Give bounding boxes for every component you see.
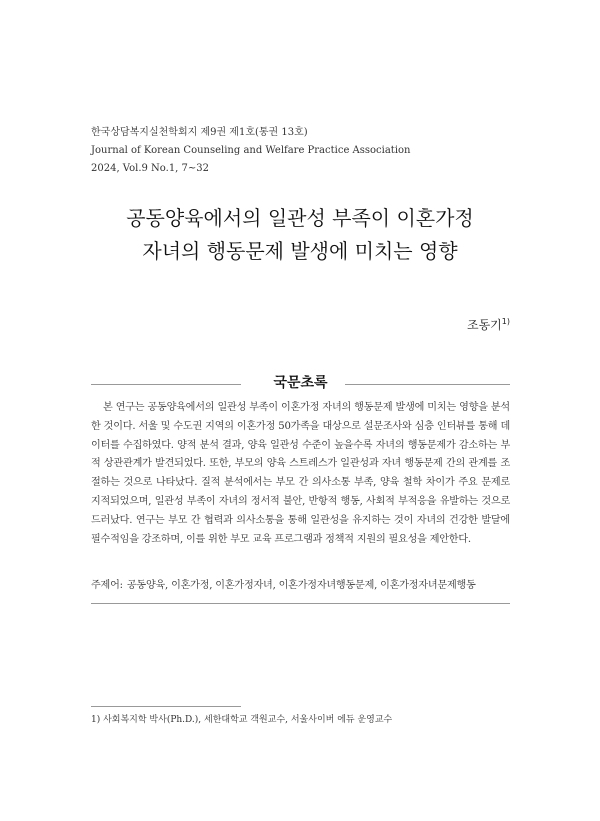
paper-title [0,202,600,268]
abstract-heading [91,372,510,396]
paper-title-line-2: 자녀의 행동문제 발생에 미치는 영향 [142,239,458,263]
keywords [91,576,510,591]
author-name: 조동기 [467,318,502,332]
journal-issue: 한국상담복지실천학회지 제9권 제1호(통권 13호) [91,127,308,138]
paper-title-line-1: 공동양육에서의 일관성 부족이 이혼가정 [126,206,474,230]
journal-english-name: Journal of Korean Counseling and Welfare Practice Association [91,145,411,156]
keywords-list: 공동양육, 이혼가정, 이혼가정자녀, 이혼가정자녀행동문제, 이혼가정자녀문제행동 [126,580,476,591]
keywords-label: 주제어: [91,580,123,591]
abstract-divider [91,603,510,604]
abstract-heading-rule-right [345,384,510,385]
abstract-heading-label: 국문초록 [273,375,328,391]
journal-info [91,124,410,178]
journal-volume: 2024, Vol.9 No.1, 7~32 [91,163,210,174]
author [467,316,510,333]
footnote-divider [91,706,241,707]
footnote: 1) 사회복지학 박사(Ph.D.), 세한대학교 객원교수, 서울사이버 에듀 운영교수 [91,715,393,725]
author-footnote-mark: 1) [501,317,510,326]
abstract-body: 본 연구는 공동양육에서의 일관성 부족이 이혼가정 자녀의 행동문제 발생에 미치는 영향을 분석한 것이다. 서울 및 수도권 지역의 이혼가정 50가족을 대상으로 설문조사와 심층 인터뷰를 통해 데이터를 수집하였다. 양적 분석 결과, 양육 일관성 수준이 높을수록 자녀의 행동문제가 감소하는 부적 상관관계가 발견되었다. 또한, 부모의 양육 스트레스가 일관성과 자녀 행동문제 간의 관계를 조절하는 것으로 나타났다. 질적 분석에서는 부모 간 의사소통 부족, 양육 철학 차이가 주요 문제로 지적되었으며, 일관성 부족이 자녀의 정서적 불안, 반항적 행동, 사회적 부적응을 유발하는 것으로 드러났다. 연구는 부모 간 협력과 의사소통을 통해 일관성을 유지하는 것이 자녀의 건강한 발달에 필수적임을 강조하며, 이를 위한 부모 교육 프로그램과 정책적 지원의 필요성을 제안한다. [91,402,510,545]
